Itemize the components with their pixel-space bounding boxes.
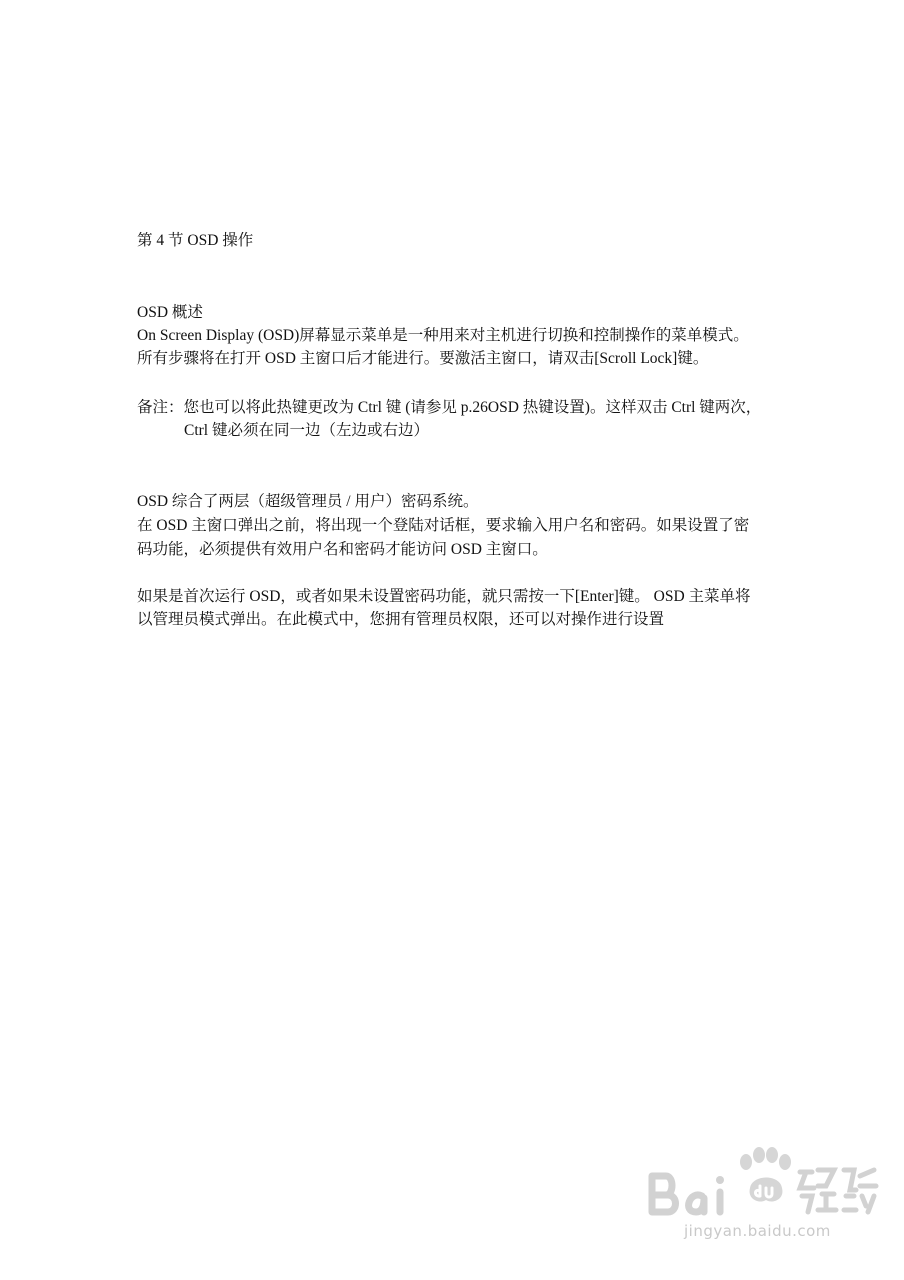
watermark-url: jingyan.baidu.com bbox=[684, 1222, 831, 1240]
password-line-2: 在 OSD 主窗口弹出之前，将出现一个登陆对话框，要求输入用户名和密码。如果设置了密 bbox=[137, 517, 750, 534]
password-line-3: 码功能，必须提供有效用户名和密码才能访问 OSD 主窗口。 bbox=[137, 541, 548, 558]
baidu-jingyan-watermark bbox=[640, 1140, 880, 1250]
overview-line-2: 所有步骤将在打开 OSD 主窗口后才能进行。要激活主窗口，请双击[Scroll Lock]键。 bbox=[137, 350, 709, 367]
overview-heading: OSD 概述 bbox=[137, 304, 203, 321]
section-title: 第 4 节 OSD 操作 bbox=[137, 232, 254, 249]
note-line-1: 备注：您也可以将此热键更改为 Ctrl 键 (请参见 p.26OSD 热键设置)。这样双击 Ctrl 键两次， bbox=[137, 399, 762, 416]
first-run-line-2: 以管理员模式弹出。在此模式中，您拥有管理员权限，还可以对操作进行设置 bbox=[137, 611, 665, 628]
baidu-paw-logo-icon bbox=[640, 1140, 880, 1220]
first-run-line-1: 如果是首次运行 OSD，或者如果未设置密码功能，就只需按一下[Enter]键。 OSD 主菜单将 bbox=[137, 588, 751, 605]
note-line-2: Ctrl 键必须在同一边（左边或右边） bbox=[184, 422, 429, 439]
password-line-1: OSD 综合了两层（超级管理员 / 用户）密码系统。 bbox=[137, 493, 479, 510]
overview-line-1: On Screen Display (OSD)屏幕显示菜单是一种用来对主机进行切换和控制操作的菜单模式。 bbox=[137, 327, 749, 344]
